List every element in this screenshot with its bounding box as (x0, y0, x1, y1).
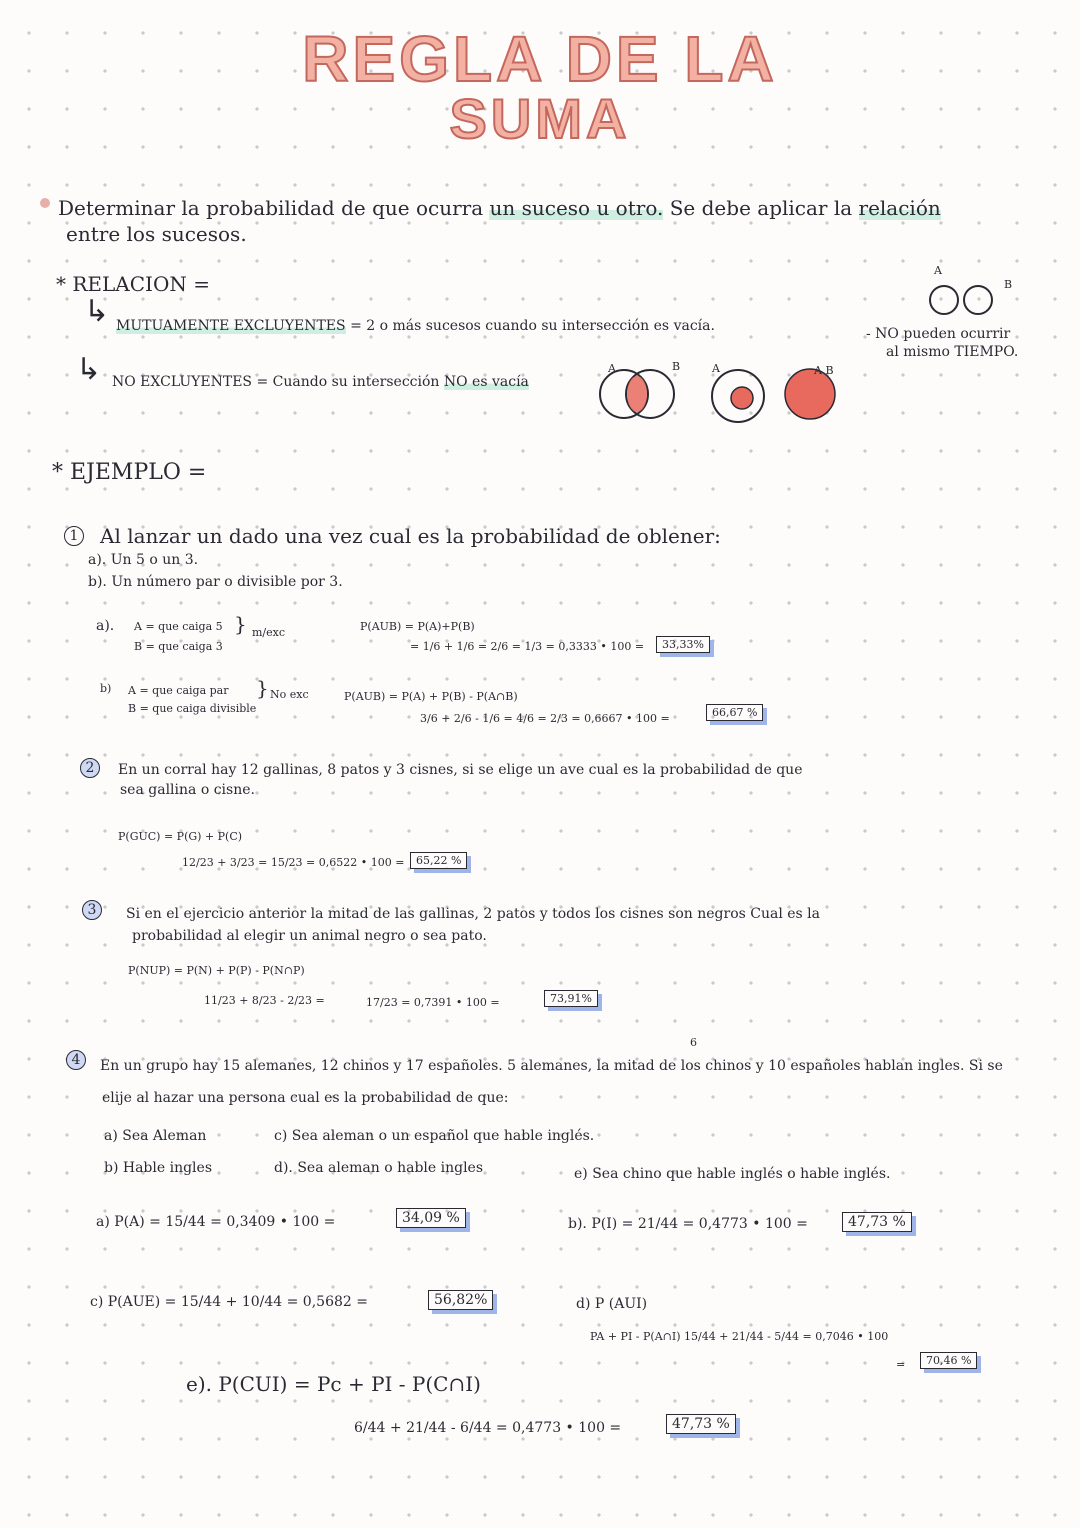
ex4-c-result: 56,82% (428, 1290, 493, 1310)
ex3-formula1: P(NUP) = P(N) + P(P) - P(N∩P) (128, 964, 305, 977)
ex1-a-type: m/exc (252, 626, 286, 639)
page-title-line2: SUMA (449, 87, 631, 150)
ex2-formula1: P(GUC) = P(G) + P(C) (118, 830, 243, 843)
ex4-e-formula1: e). P(CUI) = Pc + PI - P(C∩I) (186, 1372, 481, 1396)
ex4-option-c: c) Sea aleman o un español que hable inglés. (274, 1128, 595, 1144)
ex1-b-result: 66,67 % (706, 704, 763, 721)
ex4-question1: En un grupo hay 15 alemanes, 12 chinos y 17 españoles. 5 alemanes, la mitad de los chinos y 10 españoles hablan ingles. Si se (100, 1058, 1003, 1074)
venn-overlap-a: A (608, 362, 616, 375)
page-title-line1: REGLA DE LA (302, 23, 778, 95)
venn-full-ab: A B (814, 364, 834, 377)
ex4-d-result: 70,46 % (920, 1352, 977, 1369)
venn-label-a: A (934, 264, 942, 277)
ex4-d-formula1: d) P (AUI) (576, 1296, 648, 1312)
ex2-result: 65,22 % (410, 852, 467, 869)
ex4-e-result: 47,73 % (666, 1414, 736, 1434)
ex4-a-formula: a) P(A) = 15/44 = 0,3409 • 100 = (96, 1214, 336, 1230)
venn-subset-a: A (712, 362, 720, 375)
ex1-b-formula1: P(AUB) = P(A) + P(B) - P(A∩B) (344, 690, 518, 703)
ex4-e-formula2: 6/44 + 21/44 - 6/44 = 0,4773 • 100 = (354, 1420, 622, 1436)
ex4-option-b: b) Hable ingles (104, 1160, 213, 1176)
ex3-question2: probabilidad al elegir un animal negro o sea pato. (132, 928, 487, 944)
no-exc-text: = Cuando su intersección (256, 374, 440, 390)
ex4-option-a: a) Sea Aleman (104, 1128, 207, 1144)
ex1-a-formula2: = 1/6 + 1/6 = 2/6 = 1/3 = 0,3333 • 100 = (410, 640, 645, 653)
mutua-text: = 2 o más sucesos cuando su intersección es vacía. (350, 318, 715, 334)
mutua-row (116, 318, 715, 334)
venn-label-b: B (1004, 278, 1013, 291)
ex3-formula2a: 11/23 + 8/23 - 2/23 = (204, 994, 325, 1007)
ex4-question2: elije al hazar una persona cual es la probabilidad de que: (102, 1090, 509, 1106)
ex1-qb: b). Un número par o divisible por 3. (88, 574, 343, 590)
ex4-note: 6 (690, 1036, 697, 1049)
intro-text-a: Determinar la probabilidad de que ocurra (58, 196, 484, 220)
mutua-note1: - NO pueden ocurrir (866, 326, 1011, 342)
no-exc-label: NO EXCLUYENTES (112, 374, 253, 390)
intro-text-d: relación (858, 196, 941, 220)
mutua-label: MUTUAMENTE EXCLUYENTES (116, 318, 346, 334)
no-exc-text-b: NO es vacía (443, 374, 529, 390)
ex1-a-A: A = que caiga 5 (134, 620, 223, 633)
ex4-d-formula2: PA + PI - P(A∩I) 15/44 + 21/44 - 5/44 = 0,7046 • 100 (590, 1330, 889, 1343)
ex1-a-B: B = que caiga 3 (134, 640, 223, 653)
ex3-number: 3 (82, 900, 102, 920)
ex4-b-formula: b). P(I) = 21/44 = 0,4773 • 100 = (568, 1216, 808, 1232)
intro-text-c: Se debe aplicar la (669, 196, 853, 220)
mutua-note2: al mismo TIEMPO. (886, 344, 1019, 360)
intro-line1 (58, 196, 941, 220)
ex1-qa: a). Un 5 o un 3. (88, 552, 199, 568)
ex1-question: Al lanzar un dado una vez cual es la probabilidad de oblener: (100, 524, 721, 548)
arrow-icon-2: ↳ (76, 352, 102, 387)
ex2-question1: En un corral hay 12 gallinas, 8 patos y 3 cisnes, si se elige un ave cual es la probabilidad de que (118, 762, 803, 778)
ex3-question1: Si en el ejercicio anterior la mitad de las gallinas, 2 patos y todos los cisnes son negros Cual es la (126, 906, 820, 922)
ex4-c-formula: c) P(AUE) = 15/44 + 10/44 = 0,5682 = (90, 1294, 368, 1310)
ex1-number: 1 (64, 526, 84, 546)
ex4-option-e: e) Sea chino que hable inglés o hable inglés. (574, 1166, 891, 1182)
brace-icon-2: } (256, 676, 269, 700)
ex1-b-label: b) (100, 682, 112, 695)
ex3-formula2b: 17/23 = 0,7391 • 100 = (366, 996, 500, 1009)
ex2-question2: sea gallina o cisne. (120, 782, 255, 798)
ex1-b-type: No exc (270, 688, 309, 701)
ex4-option-d: d). Sea aleman o hable ingles (274, 1160, 484, 1176)
ex1-a-formula1: P(AUB) = P(A)+P(B) (360, 620, 475, 633)
ex3-result: 73,91% (544, 990, 598, 1007)
no-exc-row (112, 374, 529, 390)
ex1-b-formula2: 3/6 + 2/6 - 1/6 = 4/6 = 2/3 = 0,6667 • 100 = (420, 712, 670, 725)
relacion-heading: * RELACION = (56, 272, 210, 296)
intro-line2: entre los sucesos. (66, 222, 247, 246)
venn-overlap-icon (592, 364, 688, 424)
ex2-formula2: 12/23 + 3/23 = 15/23 = 0,6522 • 100 = (182, 856, 405, 869)
ex4-d-eq: = (896, 1358, 906, 1371)
bullet-dot (40, 198, 50, 208)
ejemplo-heading: * EJEMPLO = (52, 460, 207, 485)
ex1-a-label: a). (96, 618, 115, 634)
arrow-icon: ↳ (84, 294, 110, 329)
ex4-number: 4 (66, 1050, 86, 1070)
ex1-b-A: A = que caiga par (128, 684, 229, 697)
ex4-a-result: 34,09 % (396, 1208, 466, 1228)
ex4-b-result: 47,73 % (842, 1212, 912, 1232)
intro-text-b: un suceso u otro. (489, 196, 664, 220)
venn-overlap-b: B (672, 360, 681, 373)
brace-icon: } (234, 612, 247, 636)
ex1-a-result: 33,33% (656, 636, 710, 653)
ex1-b-B: B = que caiga divisible (128, 702, 257, 715)
ex2-number: 2 (80, 758, 100, 778)
